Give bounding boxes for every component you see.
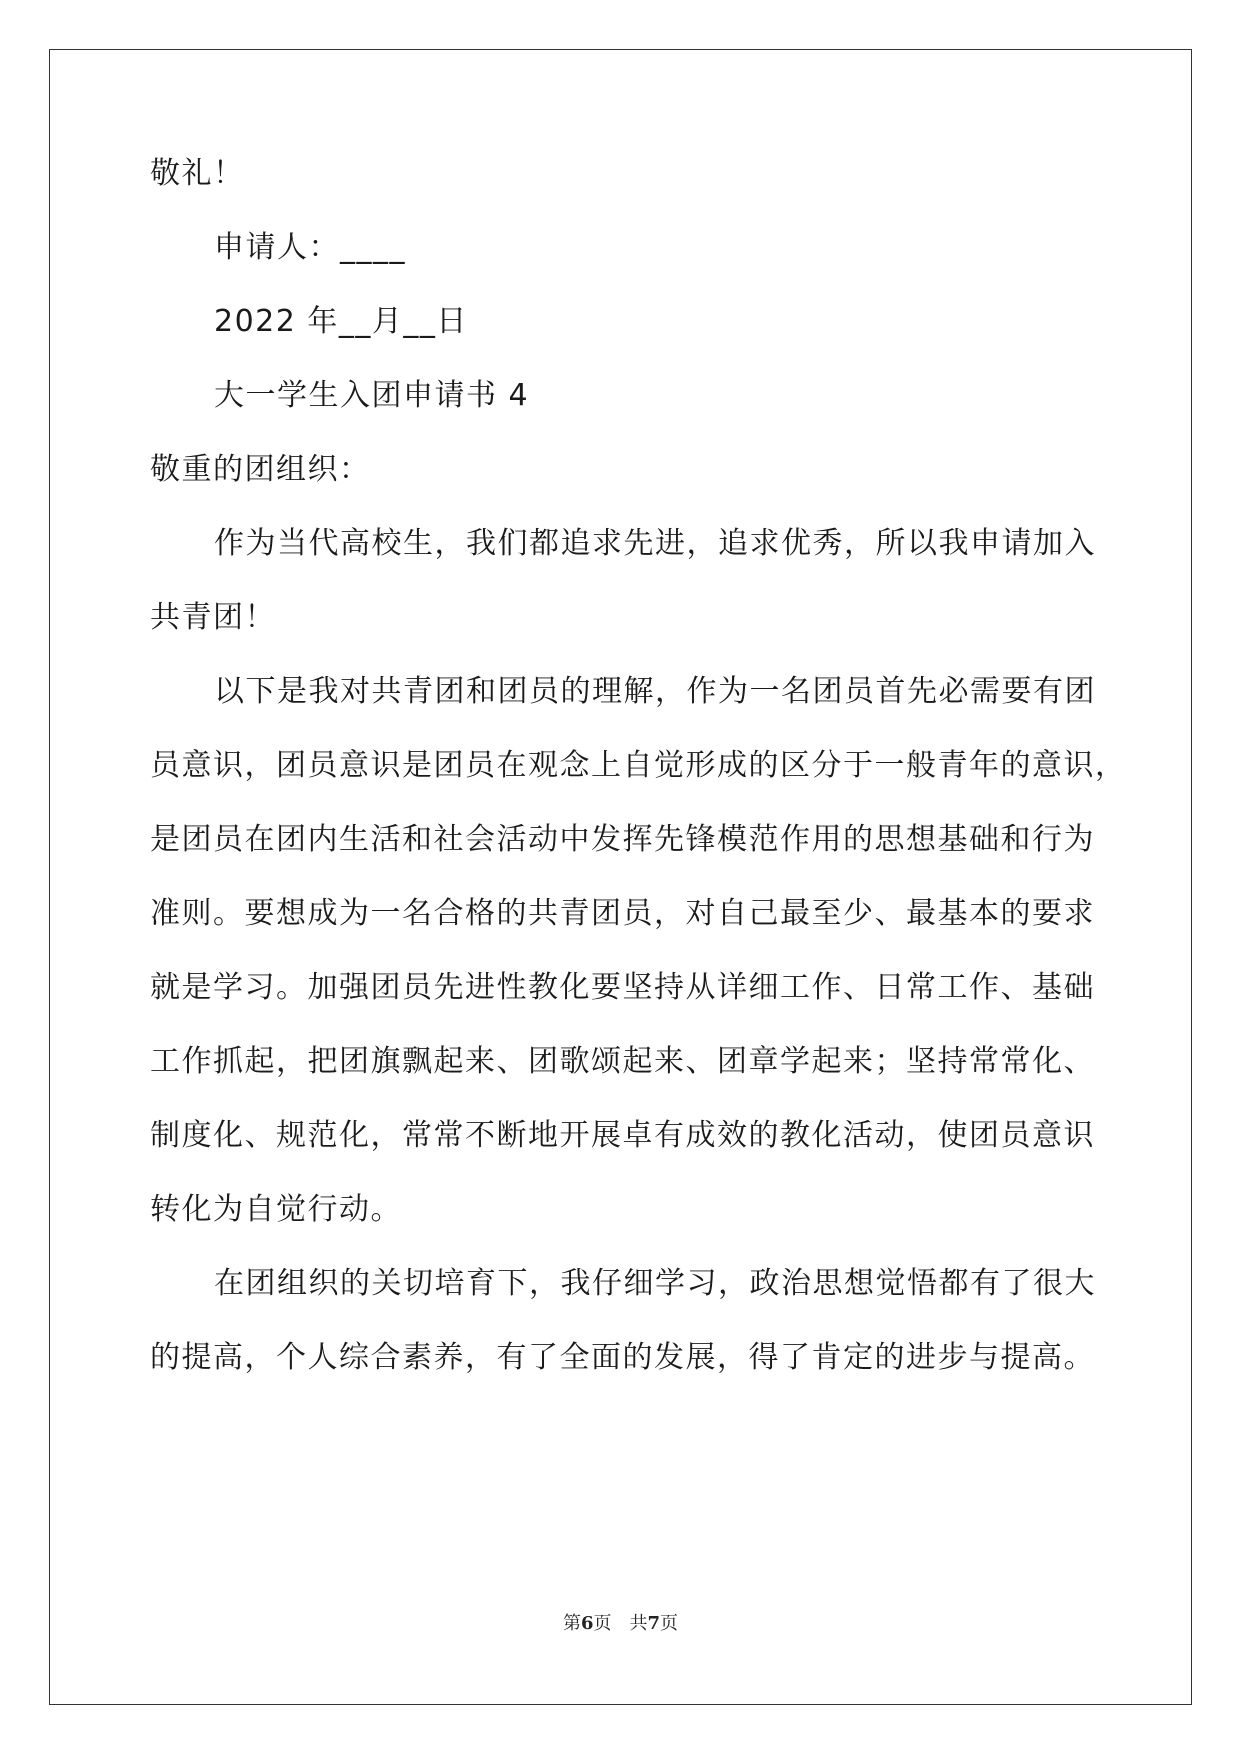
page-footer	[0, 1612, 1241, 1636]
paragraph-line: 员意识，团员意识是团员在观念上自觉形成的区分于一般青年的意识，	[150, 748, 1127, 783]
page-suffix: 页	[593, 1613, 612, 1634]
paragraph-line: 工作抓起，把团旗飘起来、团歌颂起来、团章学起来；坚持常常化、	[150, 1044, 1095, 1079]
applicant-signature-line: 申请人：____	[214, 230, 406, 265]
total-prefix: 共	[629, 1613, 648, 1634]
paragraph-line: 以下是我对共青团和团员的理解，作为一名团员首先必需要有团	[214, 674, 1096, 709]
greeting: 敬重的团组织：	[150, 452, 371, 487]
section-title: 大一学生入团申请书 4	[214, 378, 530, 413]
page-prefix: 第	[562, 1613, 581, 1634]
page-current: 6	[580, 1613, 594, 1634]
closing-salutation: 敬礼！	[150, 156, 245, 191]
total-suffix: 页	[660, 1613, 679, 1634]
paragraph-line: 制度化、规范化，常常不断地开展卓有成效的教化活动，使团员意识	[150, 1118, 1095, 1153]
date-line: 2022 年__月__日	[214, 304, 468, 339]
page-border	[49, 49, 1192, 1705]
paragraph-line: 作为当代高校生，我们都追求先进，追求优秀，所以我申请加入	[214, 526, 1096, 561]
paragraph-line: 在团组织的关切培育下，我仔细学习，政治思想觉悟都有了很大	[214, 1266, 1096, 1301]
paragraph-line: 准则。要想成为一名合格的共青团员，对自己最至少、最基本的要求	[150, 896, 1095, 931]
page-total: 7	[647, 1613, 661, 1634]
paragraph-line: 共青团！	[150, 600, 276, 635]
paragraph-line: 是团员在团内生活和社会活动中发挥先锋模范作用的思想基础和行为	[150, 822, 1095, 857]
paragraph-line: 就是学习。加强团员先进性教化要坚持从详细工作、日常工作、基础	[150, 970, 1095, 1005]
paragraph-line: 的提高，个人综合素养，有了全面的发展，得了肯定的进步与提高。	[150, 1340, 1095, 1375]
paragraph-line: 转化为自觉行动。	[150, 1192, 402, 1227]
